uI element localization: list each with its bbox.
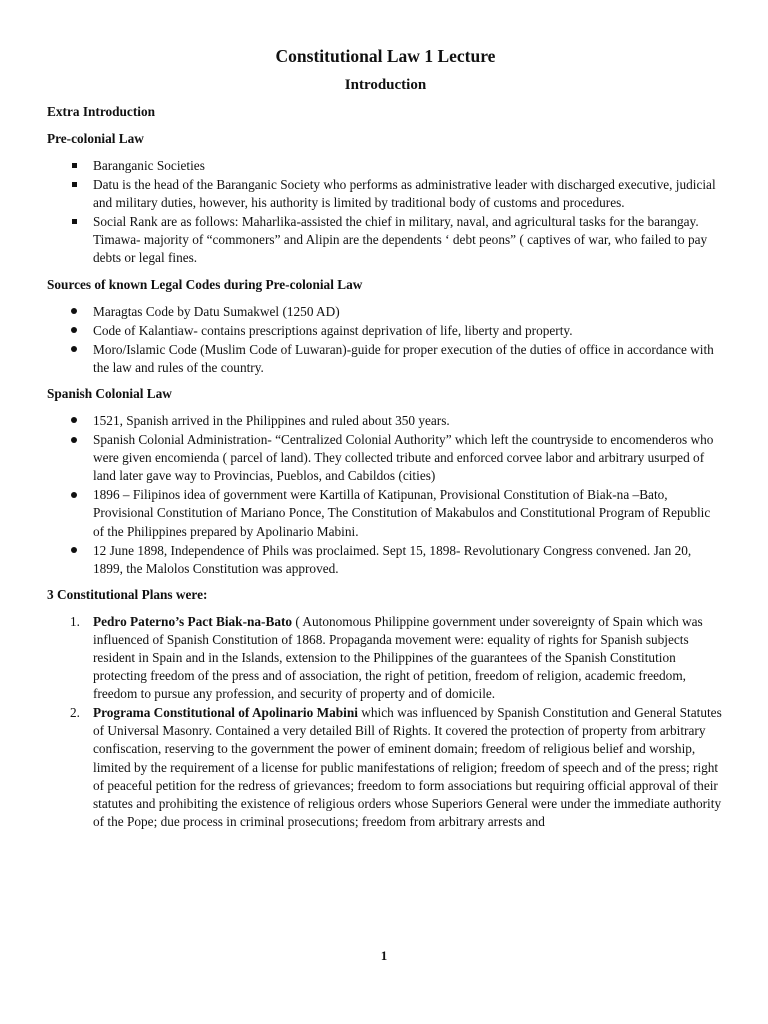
plan-number: 2.	[70, 705, 80, 721]
sources-list	[47, 303, 724, 377]
plan-item	[47, 613, 724, 703]
precolonial-list	[47, 157, 724, 268]
heading-spanish-colonial-law: Spanish Colonial Law	[47, 385, 172, 401]
list-item: Social Rank are as follows: Maharlika-assisted the chief in military, naval, and agricultural tasks for the barangay. Timawa- majority of “commoners” and Alipin are the dependents ‘ debt peons” ( captives of war, who failed to pay debts or legal fines.	[47, 213, 724, 267]
plan-title: Pedro Paterno’s Pact Biak-na-Bato	[93, 613, 293, 629]
list-item: Spanish Colonial Administration- “Centralized Colonial Authority” which left the countryside to encomenderos who were given encomienda ( parcel of land). They collected tribute and enforced corvee labor and arbitrary usurped of land later gave way to Provincias, Pueblos, and Cabildos (cities)	[47, 431, 724, 485]
list-item: 1521, Spanish arrived in the Philippines and ruled about 350 years.	[47, 412, 724, 430]
page-number: 1	[380, 948, 388, 963]
list-item: Code of Kalantiaw- contains prescriptions against deprivation of life, liberty and property.	[47, 322, 724, 340]
plan-text: which was influenced by Spanish Constitution and General Statutes of Universal Masonry. Contained a very detailed Bill of Rights. It covered the protection of property from arbitrary confiscation, reserving to the government the power of eminent domain; freedom of religious belief and worship, limited by the requirement of a license for public manifestations of religion; freedom of speech and of the press; right of peaceful petition for the redress of grievances; freedom to form associations but requiring official approval of their statutes and prohibiting the existence of religious orders whose Superiors General were under the immediate authority of the Pope; due process in criminal prosecutions; freedom from arbitrary arrests and	[93, 705, 722, 829]
plans-list	[47, 613, 724, 831]
heading-constitutional-plans: 3 Constitutional Plans were:	[47, 586, 208, 602]
heading-sources-legal-codes: Sources of known Legal Codes during Pre-colonial Law	[47, 276, 363, 292]
page-subtitle: Introduction	[344, 77, 427, 93]
plan-number: 1.	[70, 613, 80, 629]
heading-precolonial-law: Pre-colonial Law	[47, 131, 144, 146]
list-item: 1896 – Filipinos idea of government were Kartilla of Katipunan, Provisional Constitution of Biak-na –Bato, Provisional Constitution of Mariano Ponce, The Constitution of Makabulos and Constitutional Program of Republic of the Philippines prepared by Apolinario Mabini.	[47, 486, 724, 540]
list-item: Baranganic Societies	[47, 157, 724, 175]
spanish-list	[47, 412, 724, 578]
plan-text: ( Autonomous Philippine government under sovereignty of Spain which was influenced of Spanish Constitution of 1868. Propaganda movement were: equality of rights for Spanish subjects resident in Spain and in the Islands, extension to the Philippines of the guarantees of the Spanish Constitution protecting freedom of the press and of association, the right of petition, freedom of religion, academic freedom, freedom to pursue any profession, and security of property and of domicile.	[93, 613, 703, 702]
list-item: 12 June 1898, Independence of Phils was proclaimed. Sept 15, 1898- Revolutionary Congress convened. Jan 20, 1899, the Malolos Constitution was approved.	[47, 542, 724, 578]
heading-extra-introduction: Extra Introduction	[47, 104, 155, 119]
page-title: Constitutional Law 1 Lecture	[275, 46, 496, 66]
list-item: Moro/Islamic Code (Muslim Code of Luwaran)-guide for proper execution of the duties of office in accordance with the law and rules of the country.	[47, 341, 724, 377]
list-item: Datu is the head of the Baranganic Society who performs as administrative leader with discharged executive, judicial and military duties, however, his authority is limited by traditional body of customs and procedures.	[47, 176, 724, 212]
plan-item	[47, 704, 724, 831]
plan-title: Programa Constitutional of Apolinario Mabini	[93, 705, 358, 721]
list-item: Maragtas Code by Datu Sumakwel (1250 AD)	[47, 303, 724, 321]
